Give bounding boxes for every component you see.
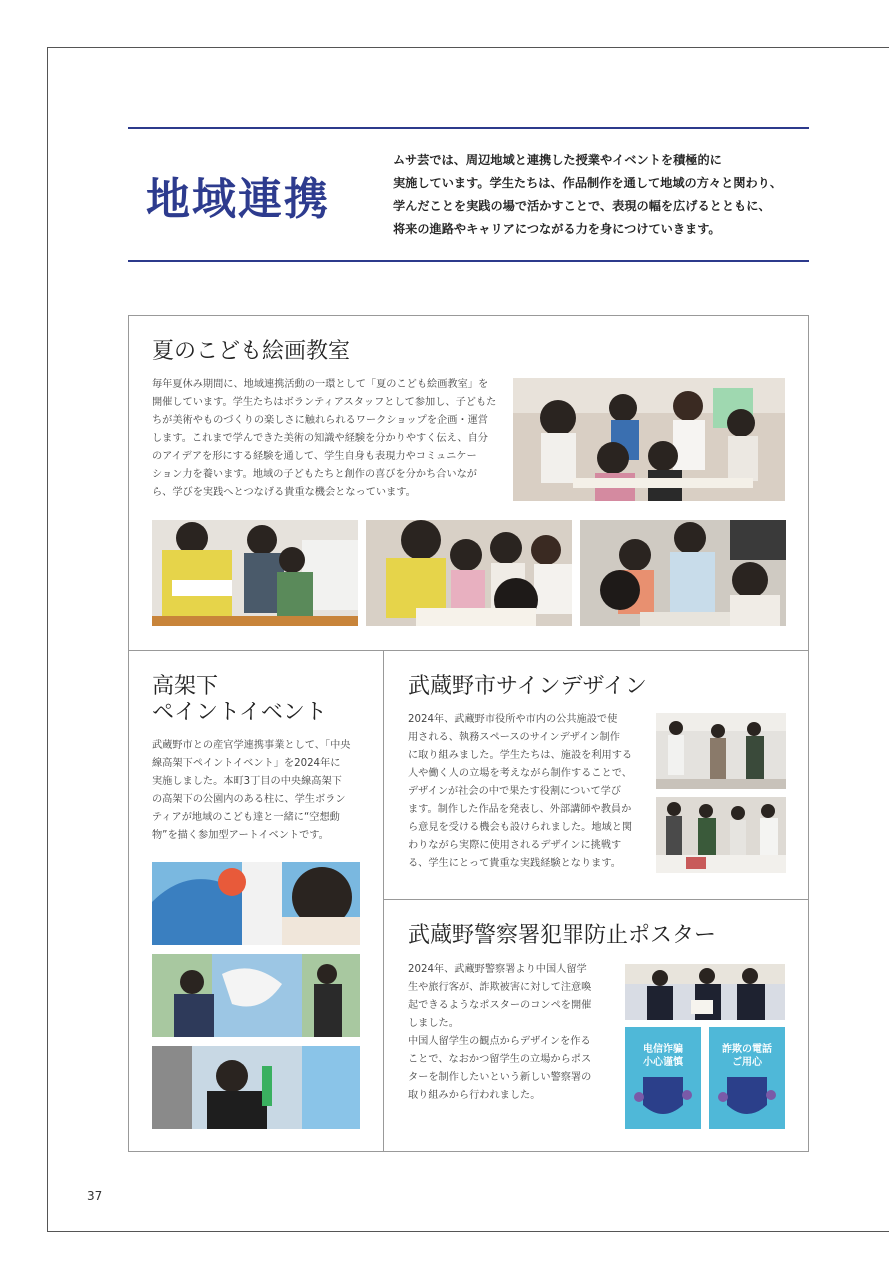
body-line: ション力を養います。地域の子どもたちと創作の喜びを分かち合いなが bbox=[152, 469, 477, 480]
section-paint-event bbox=[128, 650, 384, 1152]
section-title: ペイントイベント bbox=[152, 700, 327, 725]
body-line: 武蔵野市との産官学連携事業として、「中央 bbox=[152, 740, 351, 751]
body-line: 毎年夏休み期間に、地域連携活動の一環として「夏のこども絵画教室」を bbox=[152, 379, 489, 390]
body-line: 開催しています。学生たちはボランティアスタッフとして参加し、子どもた bbox=[152, 397, 497, 408]
body-line: 線高架下ペイントイベント」を2024年に bbox=[152, 758, 341, 769]
section-sign-design bbox=[383, 650, 809, 900]
body-line: の高架下の公園内のある柱に、学生ボラン bbox=[152, 794, 346, 805]
photo-classroom bbox=[513, 378, 785, 501]
poster-2 bbox=[709, 1027, 785, 1129]
photo-sign-review bbox=[656, 797, 786, 873]
section-title: 武蔵野市サインデザイン bbox=[408, 674, 647, 699]
photo-painting-mural bbox=[152, 954, 360, 1037]
body-line: ら意見を受ける機会も設けられました。地域と関 bbox=[408, 822, 633, 833]
photo-painting-volunteer bbox=[152, 1046, 360, 1129]
intro-line: ムサ芸では、周辺地域と連携した授業やイベントを積極的に bbox=[393, 153, 722, 167]
body-line: します。これまで学んできた美術の知識や経験を分かりやすく伝え、自分 bbox=[152, 433, 488, 444]
body-line: 取り組みから行われました。 bbox=[408, 1090, 541, 1101]
photo-sign-presentation bbox=[656, 713, 786, 789]
poster-1 bbox=[625, 1027, 701, 1129]
body-line: に取り組みました。学生たちは、施設を利用する bbox=[408, 750, 633, 761]
body-line: しました。 bbox=[408, 1018, 459, 1029]
page-title: 地域連携 bbox=[146, 174, 330, 225]
intro-line: 学んだことを実践の場で活かすことで、表現の幅を広げるとともに、 bbox=[393, 199, 771, 213]
body-line: ことで、なおかつ留学生の立場からポス bbox=[408, 1054, 592, 1065]
body-line: る、学生にとって貴重な実践経験となります。 bbox=[408, 858, 621, 869]
page-number: 37 bbox=[87, 1189, 103, 1203]
body-line: 起できるようなポスターのコンペを開催 bbox=[408, 1000, 592, 1011]
section-summer-painting bbox=[128, 315, 809, 651]
photo-painting-pillar bbox=[152, 862, 360, 945]
header-rule-top bbox=[128, 127, 809, 129]
body-line: ます。制作した作品を発表し、外部講師や教員か bbox=[408, 804, 632, 815]
body-line: ティアが地域のこども達と一緒に“空想動 bbox=[152, 812, 340, 823]
body-line: のアイデアを形にする経験を通して、学生自身も表現力やコミュニケー bbox=[152, 451, 477, 462]
photo-child-drawing bbox=[152, 520, 358, 626]
section-body bbox=[408, 711, 648, 873]
body-line: ら、学びを実践へとつなげる貴重な機会となっています。 bbox=[152, 487, 416, 498]
section-body bbox=[152, 737, 367, 845]
photo-student-volunteer bbox=[580, 520, 786, 626]
intro-line: 将来の進路やキャリアにつながる力を身につけていきます。 bbox=[393, 222, 721, 236]
body-line: 2024年、武蔵野市役所や市内の公共施設で使 bbox=[408, 714, 618, 725]
body-line: 生や旅行客が、詐欺被害に対して注意喚 bbox=[408, 982, 592, 993]
section-body bbox=[408, 961, 618, 1105]
section-police-poster bbox=[383, 899, 809, 1152]
header-rule-bottom bbox=[128, 260, 809, 262]
body-line: デザインが社会の中で果たす役割について学び bbox=[408, 786, 622, 797]
body-line: ちが美術やものづくりの楽しさに触れられるワークショップを企画・運営 bbox=[152, 415, 488, 426]
section-title: 武蔵野警察署犯罪防止ポスター bbox=[408, 923, 717, 948]
body-line: 2024年、武蔵野警察署より中国人留学 bbox=[408, 964, 587, 975]
section-title: 夏のこども絵画教室 bbox=[152, 339, 351, 364]
intro-line: 実施しています。学生たちは、作品制作を通して地域の方々と関わり、 bbox=[393, 176, 783, 190]
photo-children-table bbox=[366, 520, 572, 626]
body-line: 人や働く人の立場を考えながら制作することで、 bbox=[408, 768, 632, 779]
poster-2-text: 詐欺の電話 ご用心 bbox=[722, 1044, 772, 1068]
body-line: 中国人留学生の観点からデザインを作る bbox=[408, 1036, 591, 1047]
photo-award-ceremony bbox=[625, 964, 785, 1020]
body-line: 用される、執務スペースのサインデザイン制作 bbox=[408, 732, 620, 743]
body-line: わりながら実際に使用されるデザインに挑戦す bbox=[408, 840, 622, 851]
section-title: 高架下 bbox=[152, 674, 219, 699]
intro-text bbox=[393, 149, 813, 241]
section-body bbox=[152, 376, 497, 502]
body-line: 物”を描く参加型アートイベントです。 bbox=[152, 830, 329, 841]
body-line: 実施しました。本町3丁目の中央線高架下 bbox=[152, 776, 342, 787]
body-line: ターを制作したいという新しい警察署の bbox=[408, 1072, 592, 1083]
poster-1-text: 电信诈骗 小心谨慎 bbox=[643, 1044, 683, 1068]
